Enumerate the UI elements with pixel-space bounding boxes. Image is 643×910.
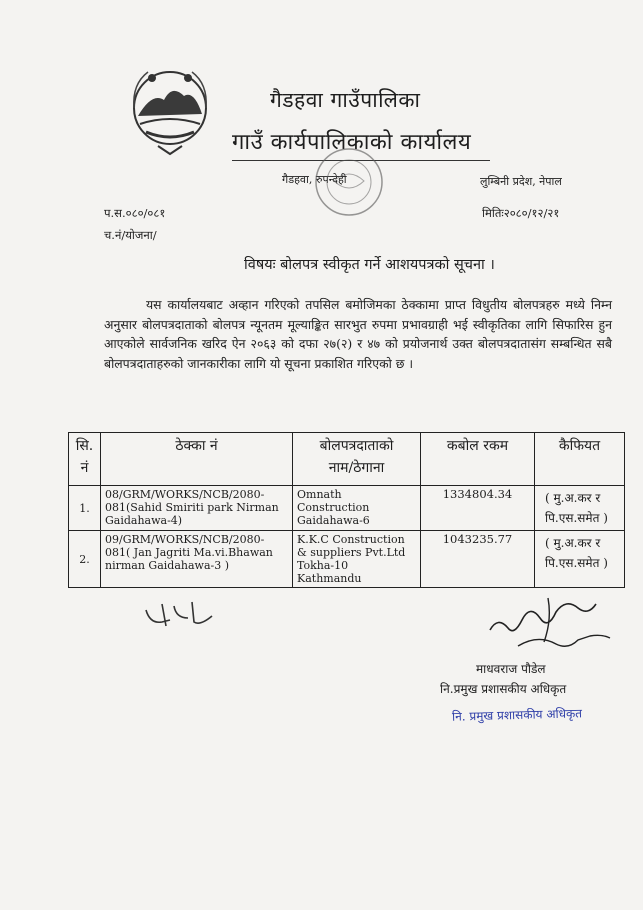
office-seal-icon <box>312 145 386 219</box>
letter-date: मितिः२०८०/१२/२१ <box>482 206 560 220</box>
bid-table <box>68 432 625 588</box>
row-contract: 08/GRM/WORKS/NCB/2080-081(Sahid Smiriti park Nirman Gaidahawa-4) <box>101 486 293 531</box>
table-row <box>69 486 625 531</box>
col-header-contract: ठेक्का नं <box>101 433 293 486</box>
table-row <box>69 531 625 588</box>
row-remarks: ( मु.अ.कर र पि.एस.समेत ) <box>535 486 625 531</box>
signatory-stamp: नि. प्रमुख प्रशासकीय अधिकृत <box>451 706 583 724</box>
row-amount: 1334804.34 <box>421 486 535 531</box>
signatory-title: नि.प्रमुख प्रशासकीय अधिकृत <box>440 682 567 696</box>
row-amount: 1043235.77 <box>421 531 535 588</box>
row-remarks: ( मु.अ.कर र पि.एस.समेत ) <box>535 531 625 588</box>
handwritten-mark-icon <box>140 596 230 632</box>
subject-line: विषयः बोलपत्र स्वीकृत गर्ने आशयपत्रको सूचना । <box>244 257 495 273</box>
col-header-remarks: कैफियत <box>535 433 625 486</box>
row-bidder: K.K.C Construction & suppliers Pvt.Ltd Tokha-10 Kathmandu <box>293 531 421 588</box>
nepal-emblem-icon <box>128 62 212 158</box>
row-bidder: Omnath Construction Gaidahawa-6 <box>293 486 421 531</box>
notice-body: यस कार्यालयबाट अव्हान गरिएको तपसिल बमोजिमका ठेक्कामा प्राप्त विधुतीय बोलपत्रहरु मध्ये निम्न अनुसार बोलपत्रदाताको बोलपत्र न्यूनतम मूल्याङ्कित सारभुत रुपमा प्रभावग्राही भई स्वीकृतिका लागि सिफारिस हुन आएकोले सार्वजनिक खरिद ऐन २०६३ को दफा २७(२) र ४७ को प्रयोजनार्थ उक्त बोलपत्रदातासंग सम्बन्धित सबै बोलपत्रदाताहरुको जानकारीका लागि यो सूचना प्रकाशित गरिएको छ । <box>104 297 612 371</box>
col-header-amount: कबोल रकम <box>421 433 535 486</box>
col-header-sn: सि. नं <box>69 433 101 486</box>
signature-icon <box>478 590 618 665</box>
row-sn: 1. <box>69 486 101 531</box>
province-address: लुम्बिनी प्रदेश, नेपाल <box>480 175 562 188</box>
row-sn: 2. <box>69 531 101 588</box>
office-address: गैडहवा, रुपन्देही <box>282 173 347 186</box>
signatory-name: माधवराज पौडेल <box>476 662 546 676</box>
col-header-bidder: बोलपत्रदाताको नाम/ठेगाना <box>293 433 421 486</box>
municipality-name: गैडहवा गाउँपालिका <box>270 88 421 112</box>
table-header-row <box>69 433 625 486</box>
office-name: गाउँ कार्यपालिकाको कार्यालय <box>232 130 472 155</box>
reference-number: च.नं/योजना/ <box>104 228 157 242</box>
fiscal-year: प.स.०८०/०८१ <box>104 206 166 220</box>
row-contract: 09/GRM/WORKS/NCB/2080-081( Jan Jagriti Ma.vi.Bhawan nirman Gaidahawa-3 ) <box>101 531 293 588</box>
